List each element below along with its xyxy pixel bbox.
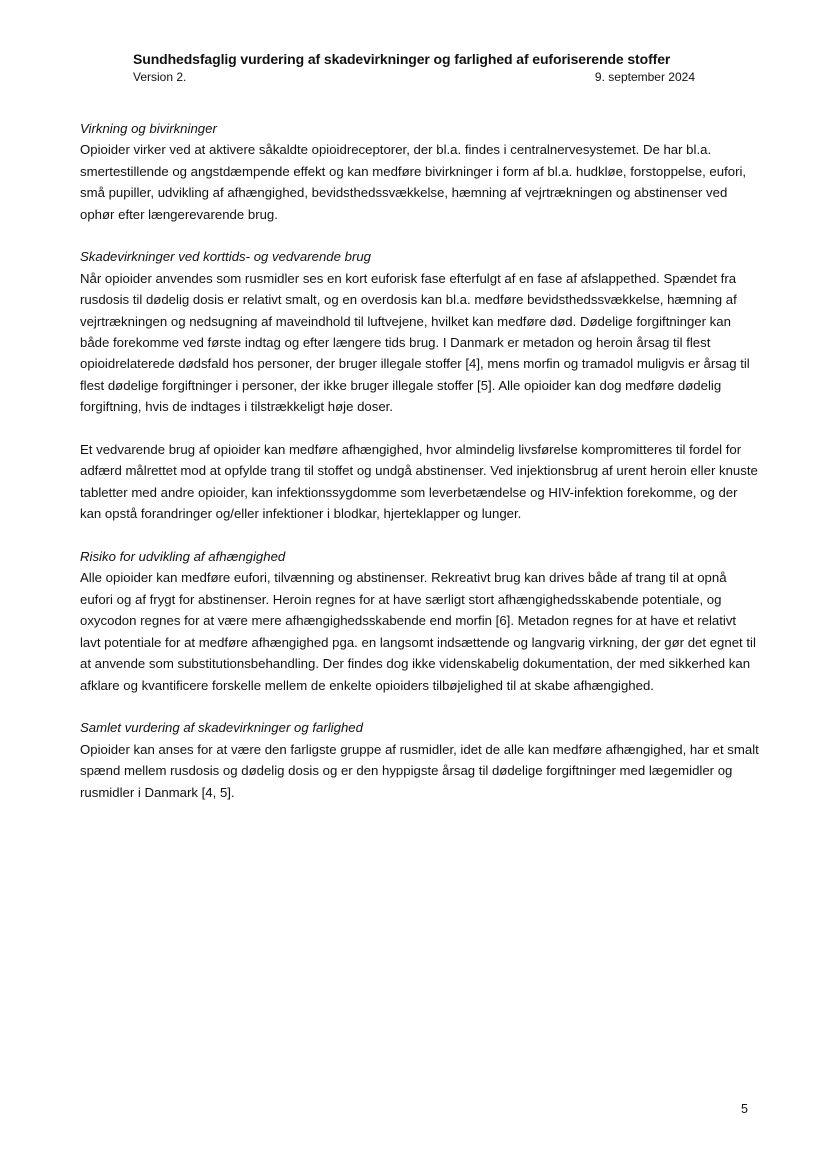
paragraph: Opioider virker ved at aktivere såkaldte opioidreceptorer, der bl.a. findes i centralnervesystemet. De har bl.a. smertestillende og angstdæmpende effekt og kan medføre bivirkninger i form af bl.a. hudkløe, forstoppelse, eufori, små pupiller, udvikling af afhængighed, bevidsthedssvækkelse, hæmning af vejrtrækningen og abstinenser ved ophør efter længerevarende brug. (80, 142, 747, 222)
section-heading: Virkning og bivirkninger (80, 121, 217, 136)
section-heading: Skadevirkninger ved korttids- og vedvarende brug (80, 249, 372, 265)
section-risiko (80, 546, 760, 696)
section-heading: Risiko for udvikling af afhængighed (80, 549, 286, 565)
paragraph: Et vedvarende brug af opioider kan medføre afhængighed, hvor almindelig livsførelse kompromitteres til fordel for adfærd målrettet mod at opfylde trang til stoffet og undgå abstinenser. Ved injektionsbrug af urent heroin eller knuste tabletter med andre opioider, kan infektionssygdomme som leverbetændelse og HIV-infektion forekomme, og der kan opstå forandringer og/eller infektioner i blodkar, hjerteklapper og lunger. (80, 442, 758, 522)
section-skadevirkninger (80, 246, 760, 524)
page-header (133, 50, 695, 86)
section-heading: Samlet vurdering af skadevirkninger og farlighed (80, 720, 363, 736)
document-body (80, 118, 760, 824)
date-label: 9. september 2024 (594, 70, 695, 84)
header-meta (133, 69, 695, 86)
version-label: Version 2. (133, 70, 187, 84)
paragraph: Alle opioider kan medføre eufori, tilvænning og abstinenser. Rekreativt brug kan drives både af trang til at opnå eufori og af frygt for abstinenser. Heroin regnes for at have særligt stort afhængighedsskabende potentiale, og oxycodon regnes for at være mere afhængighedsskabende end morfin [6]. Metadon regnes for at have et relativt lavt potentiale for at medføre afhængighed pga. en langsomt indsættende og langvarig virkning, der gør det egnet til at anvende som substitutionsbehandling. Der findes dog ikke videnskabelig dokumentation, der med sikkerhed kan afklare og kvantificere forskelle mellem de enkelte opioiders tilbøjelighed til at skabe afhængighed. (80, 570, 756, 693)
document-title: Sundhedsfaglig vurdering af skadevirkninger og farlighed af euforiserende stoffer (133, 51, 671, 67)
section-virkning (80, 118, 760, 225)
paragraph: Når opioider anvendes som rusmidler ses en kort euforisk fase efterfulgt af en fase af afslappethed. Spændet fra rusdosis til dødelig dosis er relativt smalt, og en overdosis kan bl.a. medføre bevidsthedssvækkelse, hæmning af vejrtrækningen og nedsugning af maveindhold til luftvejene, hvilket kan medføre død. Dødelige forgiftninger kan både forekomme ved første indtag og efter længere tids brug. I Danmark er metadon og heroin årsag til flest opioidrelaterede dødsfald hos personer, der bruger illegale stoffer [4], mens morfin og tramadol muligvis er årsag til flest dødelige forgiftninger i personer, der ikke bruger illegale stoffer [5]. Alle opioider kan dog medføre dødelig forgiftning, hvis de indtages i tilstrækkeligt høje doser. (80, 270, 750, 415)
section-samlet-vurdering (80, 717, 760, 803)
paragraph: Opioider kan anses for at være den farligste gruppe af rusmidler, idet de alle kan medføre afhængighed, har et smalt spænd mellem rusdosis og dødelig dosis og er den hyppigste årsag til dødelige forgiftninger med lægemidler og rusmidler i Danmark [4, 5]. (80, 741, 759, 800)
page-number: 5 (741, 1102, 748, 1116)
